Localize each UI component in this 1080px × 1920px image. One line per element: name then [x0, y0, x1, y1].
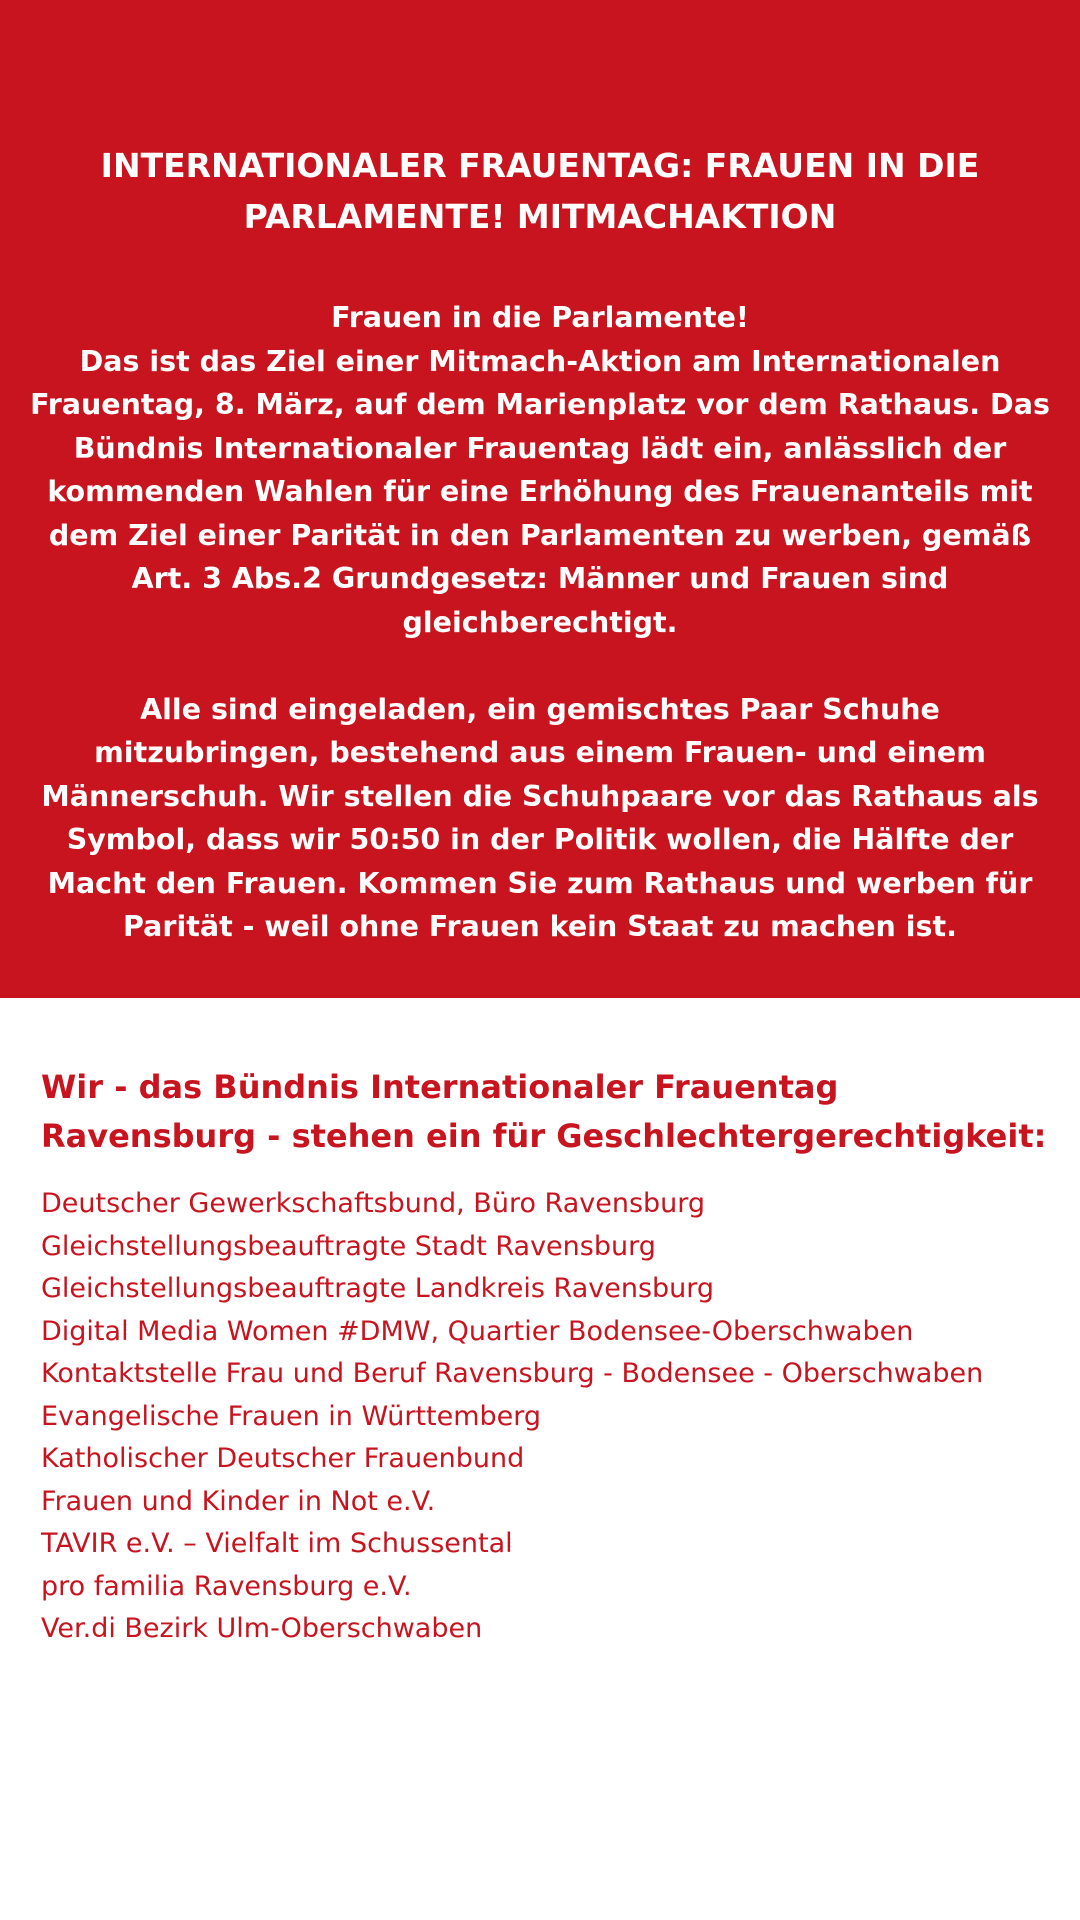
member-list-item: TAVIR e.V. – Vielfalt im Schussental: [41, 1528, 513, 1559]
banner-body: [30, 296, 1050, 949]
member-list-item: Gleichstellungsbeauftragte Stadt Ravensburg: [41, 1230, 656, 1262]
member-list-item: Digital Media Women #DMW, Quartier Bodensee-Oberschwaben: [41, 1315, 914, 1347]
alliance-heading: Wir - das Bündnis Internationaler Frauentag Ravensburg - stehen ein für Geschlechtergerechtigkeit:: [41, 1068, 1047, 1155]
member-list-item: Kontaktstelle Frau und Beruf Ravensburg - Bodensee - Oberschwaben: [41, 1358, 984, 1389]
banner-title: INTERNATIONALER FRAUENTAG: FRAUEN IN DIE PARLAMENTE! MITMACHAKTION: [100, 146, 980, 236]
member-list-item: pro familia Ravensburg e.V.: [41, 1570, 412, 1602]
banner-subtitle: Frauen in die Parlamente!: [331, 301, 749, 334]
member-list-item: Katholischer Deutscher Frauenbund: [41, 1443, 525, 1474]
member-list-item: Frauen und Kinder in Not e.V.: [41, 1485, 436, 1517]
banner-paragraph-2: Alle sind eingeladen, ein gemischtes Paar Schuhe mitzubringen, bestehend aus einem Frauen- und einem Männerschuh. Wir stellen die Schuhpaare vor das Rathaus als Symbol, dass wir 50:50 in der Politik wollen, die Hälfte der Macht den Frauen. Kommen Sie zum Rathaus und werben für Parität - weil ohne Frauen kein Staat zu machen ist.: [41, 692, 1039, 943]
banner-paragraph-1: Das ist das Ziel einer Mitmach-Aktion am Internationalen Frauentag, 8. März, auf dem Marienplatz vor dem Rathaus. Das Bündnis Internationaler Frauentag lädt ein, anlässlich der kommenden Wahlen für eine Erhöhung des Frauenanteils mit dem Ziel einer Parität in den Parlamenten zu werben, gemäß Art. 3 Abs.2 Grundgesetz: Männer und Frauen sind gleichberechtigt.: [30, 344, 1050, 639]
member-list: [41, 1183, 1051, 1651]
member-list-item: Deutscher Gewerkschaftsbund, Büro Ravensburg: [41, 1188, 706, 1219]
member-list-item: Ver.di Bezirk Ulm-Oberschwaben: [41, 1613, 483, 1644]
alliance-members-section: [41, 1063, 1051, 1651]
member-list-item: Evangelische Frauen in Württemberg: [41, 1400, 542, 1432]
member-list-item: Gleichstellungsbeauftragte Landkreis Ravensburg: [41, 1273, 715, 1304]
